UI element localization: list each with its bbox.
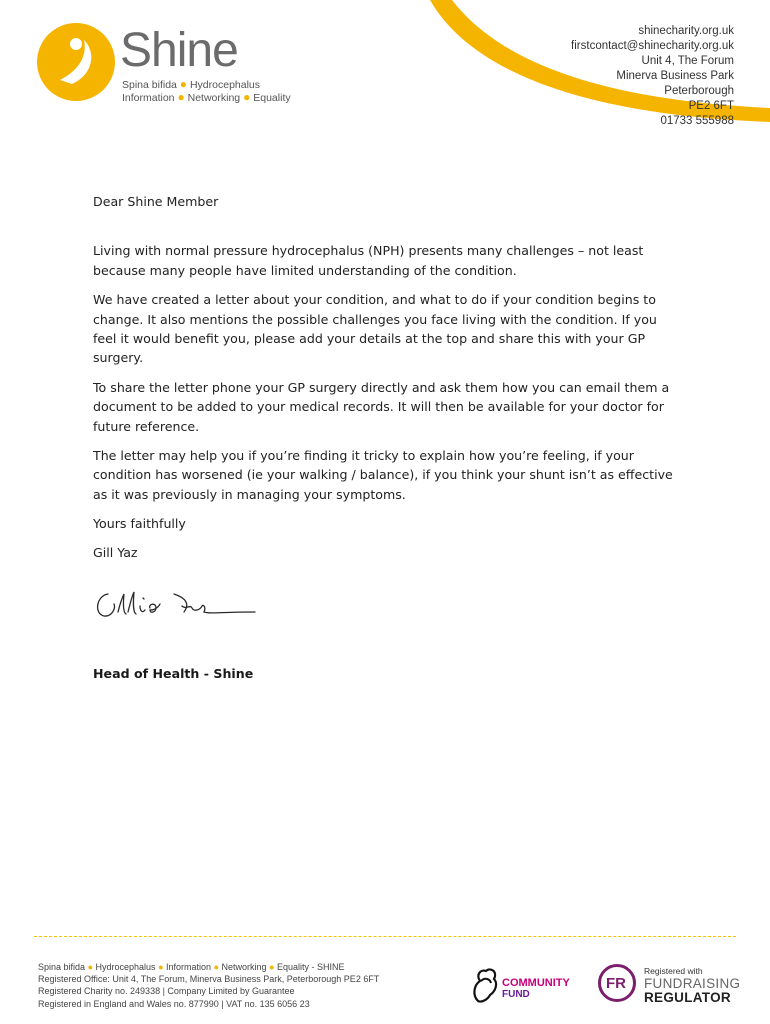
letter-body — [93, 192, 683, 572]
address-line: Minerva Business Park — [616, 70, 734, 82]
closing: Yours faithfully — [93, 516, 186, 532]
community-fund-line2: FUND — [502, 989, 530, 1000]
charity-number: Registered Charity no. 249338 | Company Limited by Guarantee — [38, 986, 295, 997]
fr-registered-with: Registered with — [644, 966, 703, 976]
logo-tagline-2: Information ● Networking ● Equality — [122, 90, 291, 104]
registered-office: Registered Office: Unit 4, The Forum, Minerva Business Park, Peterborough PE2 6FT — [38, 974, 380, 985]
phone-number: 01733 555988 — [660, 115, 734, 127]
fr-regulator: REGULATOR — [644, 990, 731, 1005]
paragraph: We have created a letter about your condition, and what to do if your condition begins to change. It also mentions the possible challenges you face living with the condition. If you feel it would benefit you, please add your details at the top and share this with your GP surgery. — [93, 292, 657, 366]
email-link[interactable]: firstcontact@shinecharity.org.uk — [571, 40, 734, 52]
paragraph: The letter may help you if you’re finding it tricky to explain how you’re feeling, if your condition has worsened (ie your walking / balance), if you think your shunt isn’t as effective as it was previously in managing your symptoms. — [93, 448, 673, 502]
signatory-role: Head of Health - Shine — [93, 666, 254, 681]
postcode: PE2 6FT — [688, 100, 734, 112]
community-fund-logo — [470, 965, 590, 1005]
fundraising-regulator-logo — [598, 964, 741, 1008]
footer-divider — [34, 936, 736, 937]
logo-tagline-1: Spina bifida ● Hydrocephalus — [122, 77, 261, 91]
fr-fundraising: FUNDRAISING — [644, 976, 741, 991]
logo-wordmark: Shine — [120, 24, 238, 77]
paragraph: To share the letter phone your GP surgery directly and ask them how you can email them a document to be added to your medical records. It will then be available for your doctor for future reference. — [93, 379, 670, 434]
footer-legal-text — [38, 961, 379, 1010]
paragraph: Living with normal pressure hydrocephalus (NPH) presents many challenges – not least because many people have limited understanding of the condition. — [93, 243, 644, 278]
signatory-name: Gill Yaz — [93, 544, 138, 560]
address-line: Unit 4, The Forum — [641, 55, 734, 67]
address-line: Peterborough — [664, 85, 734, 97]
handwritten-signature — [90, 584, 265, 624]
shine-logo — [36, 22, 291, 104]
contact-block — [571, 24, 734, 129]
website-link[interactable]: shinecharity.org.uk — [638, 25, 734, 37]
footer-tagline: Spina bifida ● Hydrocephalus ● Information ● Networking ● Equality - SHINE — [38, 962, 345, 972]
salutation: Dear Shine Member — [93, 194, 219, 209]
sun-logo-icon — [36, 22, 116, 102]
community-fund-line1: COMMUNITY — [502, 977, 570, 989]
fr-badge-icon: FR — [598, 964, 636, 1002]
company-number: Registered in England and Wales no. 877990 | VAT no. 135 6056 23 — [38, 998, 310, 1009]
national-lottery-crossed-fingers-icon — [470, 965, 500, 1005]
